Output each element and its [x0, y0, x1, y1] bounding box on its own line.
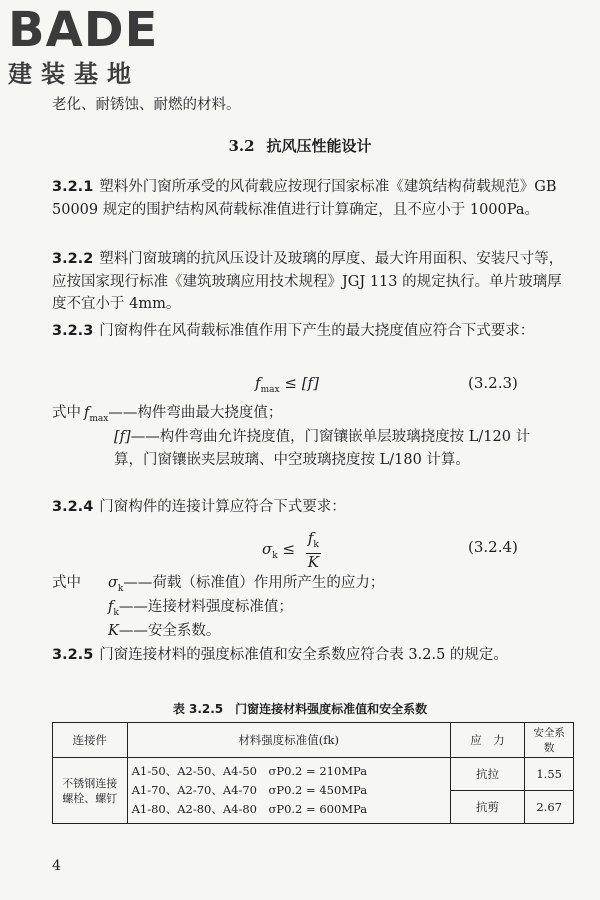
top-line: 老化、耐锈蚀、耐燃的材料。	[52, 97, 241, 113]
formula-label: (3.2.3)	[468, 374, 518, 392]
definition-item: $f_k——$连接材料强度标准值；	[108, 599, 293, 618]
definition-item: K——安全系数。	[108, 623, 221, 639]
clause-number: 3.2.3	[52, 323, 94, 339]
section-number: 3.2	[228, 137, 255, 155]
definition-item: $f_{max}——$构件弯曲最大挠度值；	[84, 405, 283, 424]
clause-number: 3.2.2	[52, 251, 94, 267]
section-title: 抗风压性能设计	[266, 137, 372, 155]
page-number: 4	[52, 858, 61, 874]
factor-cell: 1.55	[525, 758, 574, 791]
clause-text: 塑料外门窗所承受的风荷载应按现行国家标准《建筑结构荷载规范》GB 50009 规定的围护结构风荷载标准值进行计算确定，且不应小于 1000Pa。	[52, 179, 557, 218]
table-caption: 表 3.2.5 门窗连接材料强度标准值和安全系数	[172, 702, 428, 716]
section-heading	[0, 135, 600, 156]
clause-number: 3.2.5	[52, 647, 94, 663]
header-cell: 安全系数	[525, 723, 574, 758]
formula-label: (3.2.4)	[468, 538, 518, 556]
logo-brand: BADE	[8, 2, 159, 58]
logo-subtitle: 建装基地	[8, 60, 140, 88]
clause-3-2-3	[52, 320, 564, 343]
defs1-lead: 式中	[52, 405, 81, 421]
clause-number: 3.2.4	[52, 499, 94, 515]
clause-text: 门窗构件的连接计算应符合下式要求：	[99, 499, 346, 515]
clause-3-2-1	[52, 176, 564, 221]
bade-logo	[8, 4, 178, 89]
clause-text: 门窗连接材料的强度标准值和安全系数应符合表 3.2.5 的规定。	[99, 647, 508, 663]
defs2-lead: 式中	[52, 575, 81, 591]
clause-text: 塑料门窗玻璃的抗风压设计及玻璃的厚度、最大许用面积、安装尺寸等，应按国家现行标准《建筑玻璃应用技术规程》JGJ 113 的规定执行。单片玻璃厚度不宜小于 4mm。	[52, 251, 564, 312]
table-header-row	[53, 723, 574, 758]
header-cell: 连接件	[53, 723, 128, 758]
definition-item: $\sigma_k——$荷载（标准值）作用所产生的应力；	[108, 575, 385, 594]
factor-cell: 2.67	[525, 791, 574, 824]
table-row	[53, 758, 574, 791]
material-cell: A1-50、A2-50、A4-50 σP0.2 = 210MPa A1-70、A2-70、A4-70 σP0.2 = 450MPa A1-80、A2-80、A4-80 σP0.2 = 600MPa	[127, 758, 450, 824]
clause-number: 3.2.1	[52, 179, 94, 195]
formula-expression: $f_{max} \le [f]$	[255, 374, 319, 395]
stress-cell: 抗拉	[450, 758, 525, 791]
header-cell: 应 力	[450, 723, 525, 758]
clause-text: 门窗构件在风荷载标准值作用下产生的最大挠度值应符合下式要求：	[99, 323, 535, 339]
clause-3-2-2	[52, 248, 564, 316]
clause-3-2-5	[52, 644, 564, 667]
formula-expression: $\sigma_k$ ≤ $\frac{f_k}{K}$	[262, 529, 319, 571]
component-cell: 不锈钢连接螺栓、螺钉	[53, 758, 128, 824]
header-cell: 材料强度标准值(fk)	[127, 723, 450, 758]
stress-cell: 抗剪	[450, 791, 525, 824]
materials-table	[52, 722, 574, 824]
clause-3-2-4	[52, 496, 564, 519]
definition-item: [f]——构件弯曲允许挠度值，门窗镶嵌单层玻璃挠度按 L/120 计算，门窗镶嵌夹层玻璃、中空玻璃挠度按 L/180 计算。	[114, 429, 531, 468]
